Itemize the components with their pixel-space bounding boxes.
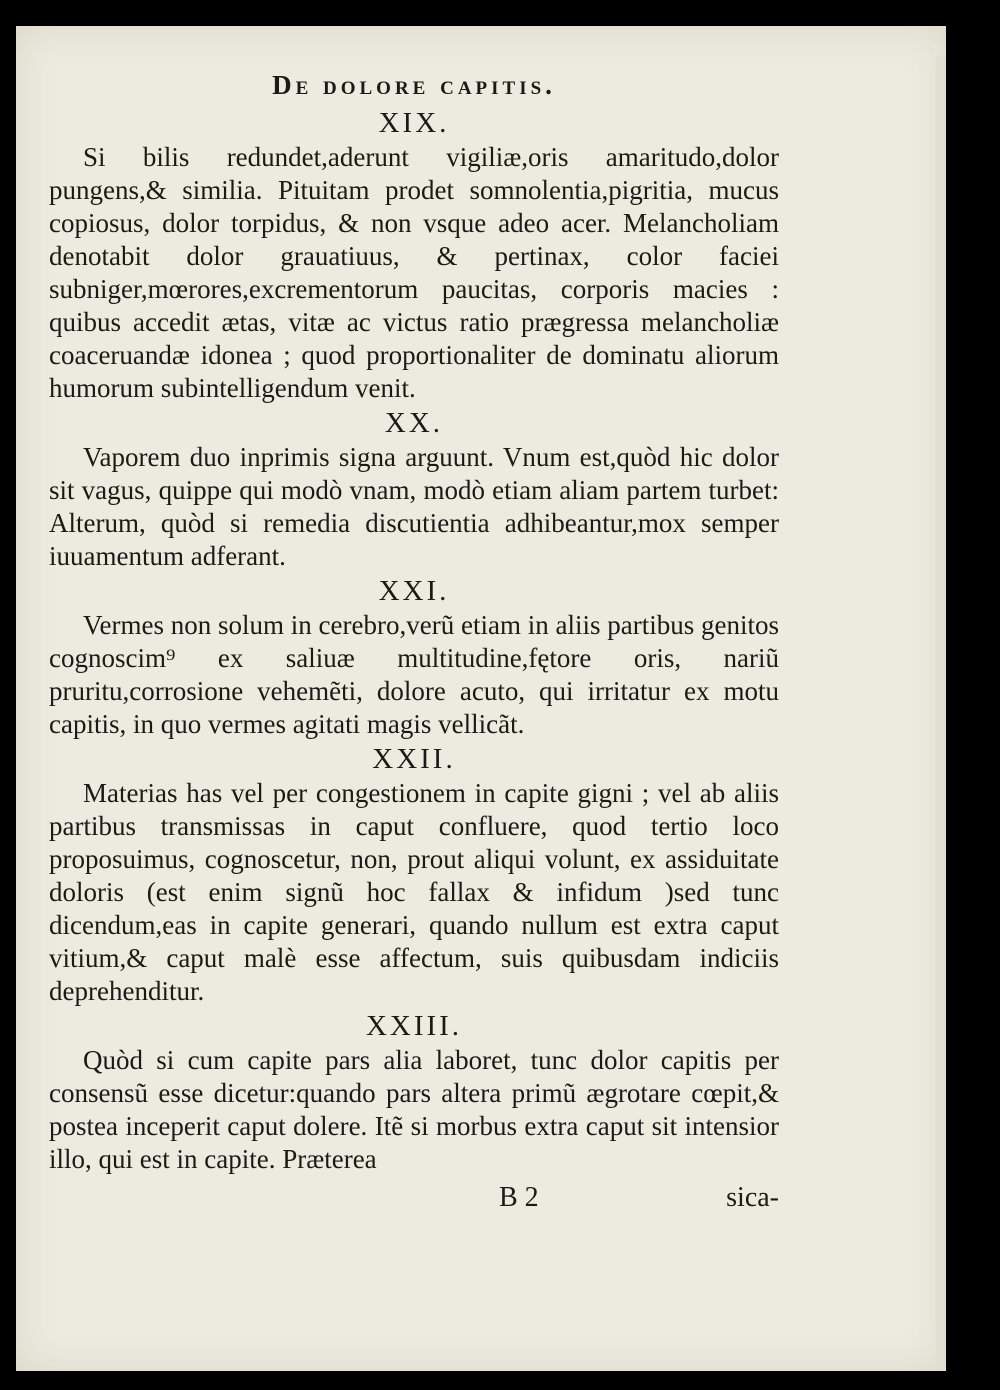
section-number-xx: XX. — [384, 407, 444, 439]
section-number-xix: XIX. — [378, 107, 450, 139]
paragraph-xx: Vaporem duo inprimis signa arguunt. Vnum est,quòd hic dolor sit vagus, quippe qui modò vnam, modò etiam aliam partem turbet: Alterum, quòd si remedia discutientia adhibeantur,mox semper iuuamentum adferant. — [49, 442, 779, 571]
section-number-xxi: XXI. — [378, 575, 450, 607]
running-head: De dolore capitis. — [272, 70, 556, 100]
text-column — [49, 70, 779, 1218]
paragraph-xxiii: Quòd si cum capite pars alia laboret, tunc dolor capitis per consensũ esse dicetur:quando pars altera primũ ægrotare cœpit,& postea inceperit caput dolere. Itẽ si morbus extra caput sit intensior illo, qui est in capite. Præterea — [49, 1045, 779, 1174]
paragraph-xix: Si bilis redundet,aderunt vigiliæ,oris amaritudo,dolor pungens,& similia. Pituitam prodet somnolentia,pigritia, mucus copiosus, dolor torpidus, & non vsque adeo acer. Melancholiam denotabit dolor grauatiuus, & pertinax, color faciei subniger,mœrores,excrementorum paucitas, corporis macies : quibus accedit ætas, vitæ ac victus ratio prægressa melancholiæ coaceruandæ idonea ; quod proportionaliter de dominatu aliorum humorum subintelligendum venit. — [49, 142, 779, 403]
page-footer — [49, 1182, 779, 1218]
catchword: sica- — [726, 1182, 779, 1213]
section-number-xxii: XXII. — [372, 743, 456, 775]
paragraph-xxi: Vermes non solum in cerebro,verũ etiam in aliis partibus genitos cognoscim⁹ ex saliuæ multitudine,fętore oris, nariũ pruritu,corrosione vehemẽti, dolore acuto, qui irritatur ex motu capitis, in quo vermes agitati magis vellicãt. — [49, 610, 779, 739]
page-edge — [936, 56, 946, 1371]
paragraph-xxii: Materias has vel per congestionem in capite gigni ; vel ab aliis partibus transmissas in caput confluere, quod tertio loco proposuimus, cognoscetur, non, prout aliqui volunt, ex assiduitate doloris (est enim signũ hoc fallax & infidum )sed tunc dicendum,eas in capite generari, quando nullum est extra caput vitium,& caput malè esse affectum, suis quibusdam indiciis deprehenditur. — [49, 778, 779, 1006]
section-number-xxiii: XXIII. — [365, 1010, 463, 1042]
book-page — [16, 26, 946, 1371]
signature-mark: B 2 — [499, 1182, 539, 1213]
